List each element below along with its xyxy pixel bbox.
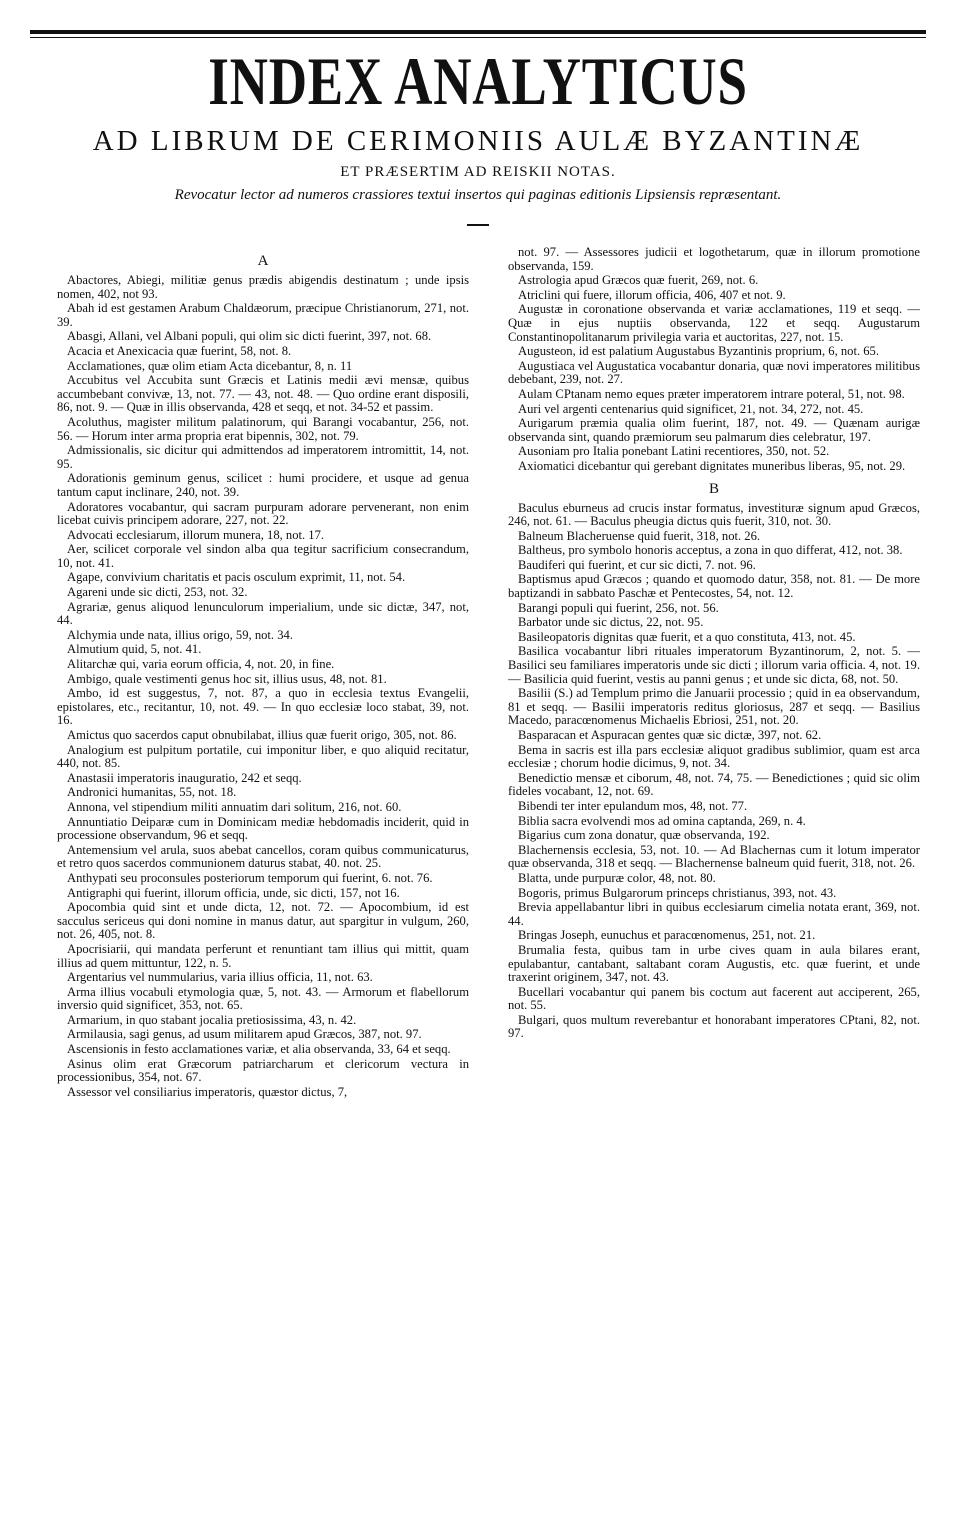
page-subtitle-secondary: ET PRÆSERTIM AD REISKII NOTAS. [340,164,616,180]
index-entry: Armarium, in quo stabant jocalia pretiosissima, 43, n. 42. [67,1012,357,1027]
index-entry: Astrologia apud Græcos quæ fuerit, 269, not. 6. [518,273,759,288]
right-entries-a [508,246,920,474]
index-entry: Adorationis geminum genus, scilicet : humi procidere, et usque ad genua tantum caput inclinare, 240, not. 39. [57,471,469,499]
page-subtitle: AD LIBRUM DE CERIMONIIS AULÆ BYZANTINÆ [92,125,864,157]
index-entry: Asinus olim erat Græcorum patriarcharum et clericorum vectura in processionibus, 354, not. 67. [57,1056,469,1085]
index-entry: Agape, convivium charitatis et pacis osculum exprimit, 11, not. 54. [67,570,406,585]
index-entry: Agrariæ, genus aliquod lenunculorum imperialium, unde sic dictæ, 347, not, 44. [57,599,469,628]
index-entry: Baculus eburneus ad crucis instar formatus, investituræ signum apud Græcos, 246, not. 61. — Baculus pheugia dictus quis fuerit, 310, not. 30. [508,500,920,529]
index-entry: Abah id est gestamen Arabum Chaldæorum, præcipue Christianorum, 271, not. 39. [57,301,469,329]
index-entry: Blatta, unde purpuræ color, 48, not. 80. [518,870,716,885]
index-entry: Bucellari vocabantur qui panem bis coctum aut facerent aut acciperent, 265, not. 55. [508,984,920,1013]
right-entries-b [508,502,920,1042]
index-entry: Ambigo, quale vestimenti genus hoc sit, illius usus, 48, not. 81. [67,671,387,686]
index-entry: Assessor vel consiliarius imperatoris, quæstor dictus, 7, [67,1084,348,1099]
index-entry: Acclamationes, quæ olim etiam Acta dicebantur, 8, n. 11 [67,358,353,373]
index-entry: Barbator unde sic dictus, 22, not. 95. [518,615,704,630]
index-entry: Admissionalis, sic dicitur qui admittendos ad imperatorem intromittit, 14, not. 95. [57,443,469,471]
index-entry: Annona, vel stipendium militi annuatim dari solitum, 216, not. 60. [67,799,402,814]
short-divider [467,224,489,226]
index-entry: Augustæ in coronatione observanda et variæ acclamationes, 119 et seqq. — Quæ in ejus nuptiis observanda, 122 et seqq. Augustarum Constantinopolitanarum privilegia varia et auctoritas, 227, not. 15. [508,302,920,344]
index-entry: Brevia appellabantur libri in quibus ecclesiarum cimelia notata erant, 369, not. 44. [508,900,920,928]
left-column [57,246,469,1100]
left-entries [57,274,469,1099]
index-entry: Auri vel argenti centenarius quid significet, 21, not. 34, 272, not. 45. [518,401,864,416]
index-entry: Basilii (S.) ad Templum primo die Januarii processio ; quid in ea observandum, 81 et seqq. — Basilii imperatoris reditus gloriosus, 287 et seqq. — Basilius Macedo, paracœnomenus Michaelis Ebriosi, 251, not. 20. [508,686,920,728]
top-rule-thick [30,30,926,34]
index-entry: Advocati ecclesiarum, illorum munera, 18, not. 17. [67,527,325,542]
index-entry: Abasgi, Allani, vel Albani populi, qui olim sic dicti fuerint, 397, not. 68. [67,329,432,344]
index-entry: Analogium est pulpitum portatile, cui imponitur liber, e quo aliquid recitatur, 440, not. 85. [57,742,469,771]
index-entry: Baudiferi qui fuerint, et cur sic dicti, 7. not. 96. [518,557,756,572]
index-entry: Augustiaca vel Augustatica vocabantur donaria, quæ novi imperatores militibus debebant, 239, not. 27. [508,358,920,387]
index-entry: Armilausia, sagi genus, ad usum militarem apud Græcos, 387, not. 97. [67,1027,422,1042]
index-entry: Alchymia unde nata, illius origo, 59, not. 34. [67,627,293,642]
index-entry: Axiomatici dicebantur qui gerebant dignitates muneribus liberas, 95, not. 29. [518,458,906,473]
index-entry: Basilica vocabantur libri rituales imperatorum Byzantinorum, 2, not. 5. — Basilici seu familiares imperatoris unde sic dicti ; illorum varia officia. 4, not. 19. — Basilicia quid fuerint, vestis au panni genus ; et unde sic dicta, 68, not. 50. [508,644,920,686]
index-entry: Atriclini qui fuere, illorum officia, 406, 407 et not. 9. [518,287,786,302]
index-entry: Anastasii imperatoris inauguratio, 242 et seqq. [67,770,302,785]
index-entry: Brumalia festa, quibus tam in urbe cives quam in aula bilares erant, epulabantur, cantabant, saltabant coram Augustis, etc. quæ fuerint, et unde traxerint originem, 347, not. 43. [508,942,920,985]
index-entry: Biblia sacra evolvendi mos ad omina captanda, 269, n. 4. [518,813,806,828]
index-entry: Baltheus, pro symbolo honoris acceptus, a zona in quo differat, 412, not. 38. [518,543,903,558]
page-title: INDEX ANALYTICUS [208,43,748,119]
top-rule-thin [30,37,926,38]
index-entry: Almutium quid, 5, not. 41. [67,642,202,657]
index-columns [57,246,920,1100]
index-entry: Bogoris, primus Bulgarorum princeps christianus, 393, not. 43. [518,885,837,900]
index-entry: Annuntiatio Deiparæ cum in Dominicam mediæ hebdomadis inciderit, quid in processione observandum, 96 et seqq. [57,814,469,843]
index-entry: Ausoniam pro Italia ponebant Latini recentiores, 350, not. 52. [518,444,830,459]
index-entry: Baptismus apud Græcos ; quando et quomodo datur, 358, not. 81. — De more baptizandi in sabbato Paschæ et Pentecostes, 54, not. 12. [508,572,920,601]
index-entry: Accubitus vel Accubita sunt Græcis et Latinis medii ævi mensæ, quibus accumbebant convivæ, 13, not. 77. — 43, not. 48. — Quo ordine erant disposili, 86, not. 9. — Quæ in illis observanda, 428 et seqq, et not. 34-52 et passim. [57,373,469,415]
section-letter-a: A [257,253,269,269]
reader-note: Revocatur lector ad numeros crassiores textui insertos qui paginas editionis Lipsiensis repræsentant. [174,187,782,203]
index-entry: Aer, scilicet corporale vel sindon alba qua tegitur sacrificium consecrandum, 10, not. 41. [57,542,469,570]
index-entry: Bema in sacris est illa pars ecclesiæ aliquot gradibus sublimior, quam est arca ecclesiæ ; chorum hodie dicimus, 9, not. 34. [508,742,920,771]
index-entry: Balneum Blacheruense quid fuerit, 318, not. 26. [518,528,761,543]
index-entry: Benedictio mensæ et ciborum, 48, not. 74, 75. — Benedictiones ; quid sic olim fideles vocabant, 12, not. 69. [508,770,920,799]
index-entry: Bringas Joseph, eunuchus et paracœnomenus, 251, not. 21. [518,928,816,943]
index-entry: Arma illius vocabuli etymologia quæ, 5, not. 43. — Armorum et flabellorum inversio quid significet, 353, not. 65. [57,984,469,1013]
index-entry: Apocombia quid sint et unde dicta, 12, not. 72. — Apocombium, id est sacculus sericeus qui doni nomine in manus datur, aut spargitur in vulgum, 260, not. 26, 405, not. 8. [57,900,469,942]
right-column [508,246,920,1100]
index-entry: Abactores, Abiegi, militiæ genus prædis abigendis destinatum ; unde ipsis nomen, 402, not 93. [57,273,469,301]
index-entry: Aulam CPtanam nemo eques præter imperatorem intrare poteral, 51, not. 98. [518,386,905,401]
index-entry: Augusteon, id est palatium Augustabus Byzantinis proprium, 6, not. 65. [518,344,879,359]
index-entry: Bigarius cum zona donatur, quæ observanda, 192. [518,828,770,843]
index-entry: Barangi populi qui fuerint, 256, not. 56. [518,600,719,615]
index-entry: Blachernensis ecclesia, 53, not. 10. — Ad Blachernas cum it lotum imperator quæ observanda, 318 et seqq. — Blachernense balneum quid fuerit, 318, not. 26. [508,842,920,871]
index-entry: not. 97. — Assessores judicii et logothetarum, quæ in illorum promotione observanda, 159. [508,245,920,273]
index-entry: Ambo, id est suggestus, 7, not. 87, a quo in ecclesia textus Evangelii, epistolares, etc., recitantur, 10, not. 49. — In quo ecclesiæ loco stabat, 39, not. 16. [57,686,469,728]
index-entry: Anthypati seu proconsules posteriorum temporum qui fuerint, 6. not. 76. [67,870,433,885]
index-entry: Acoluthus, magister militum palatinorum, qui Barangi vocabantur, 256, not. 56. — Horum inter arma propria erat bipennis, 302, not. 79. [57,414,469,443]
index-entry: Bibendi ter inter epulandum mos, 48, not. 77. [518,798,748,813]
index-entry: Agareni unde sic dicti, 253, not. 32. [67,585,248,600]
index-entry: Antemensium vel arula, suos abebat cancellos, coram quibus communicaturus, et retro quos sacerdos communionem daturus stabat, 40. not. 25. [57,842,469,871]
index-entry: Basparacan et Aspuracan gentes quæ sic dictæ, 397, not. 62. [518,728,822,742]
section-letter-b: B [708,480,719,497]
index-entry: Argentarius vel nummularius, varia illius officia, 11, not. 63. [67,970,373,985]
index-entry: Amictus quo sacerdos caput obnubilabat, illius quæ fuerit origo, 305, not. 86. [67,728,457,742]
index-entry: Adoratores vocabantur, qui sacram purpuram adorare pervenerant, non enim licebat cuivis principem adorare, 227, not. 22. [57,499,469,528]
index-entry: Bulgari, quos multum reverebantur et honorabant imperatores CPtani, 82, not. 97. [508,1012,920,1041]
index-entry: Acacia et Anexicacia quæ fuerint, 58, not. 8. [67,343,292,358]
index-entry: Basileopatoris dignitas quæ fuerit, et a quo constituta, 413, not. 45. [518,629,856,644]
index-entry: Aurigarum præmia qualia olim fuerint, 187, not. 49. — Quænam aurigæ observanda sint, quando præmiorum seu palmarum dies celebratur, 197. [508,416,920,444]
index-entry: Ascensionis in festo acclamationes variæ, et alia observanda, 33, 64 et seqq. [67,1042,451,1057]
index-entry: Antigraphi qui fuerint, illorum officia, unde, sic dicti, 157, not 16. [67,885,400,900]
index-entry: Alitarchæ qui, varia eorum officia, 4, not. 20, in fine. [67,657,335,672]
index-entry: Andronici humanitas, 55, not. 18. [67,785,237,800]
index-entry: Apocrisiarii, qui mandata perferunt et renuntiant tam illius qui mittit, quam illius ad quem mittuntur, 122, n. 5. [57,941,469,970]
